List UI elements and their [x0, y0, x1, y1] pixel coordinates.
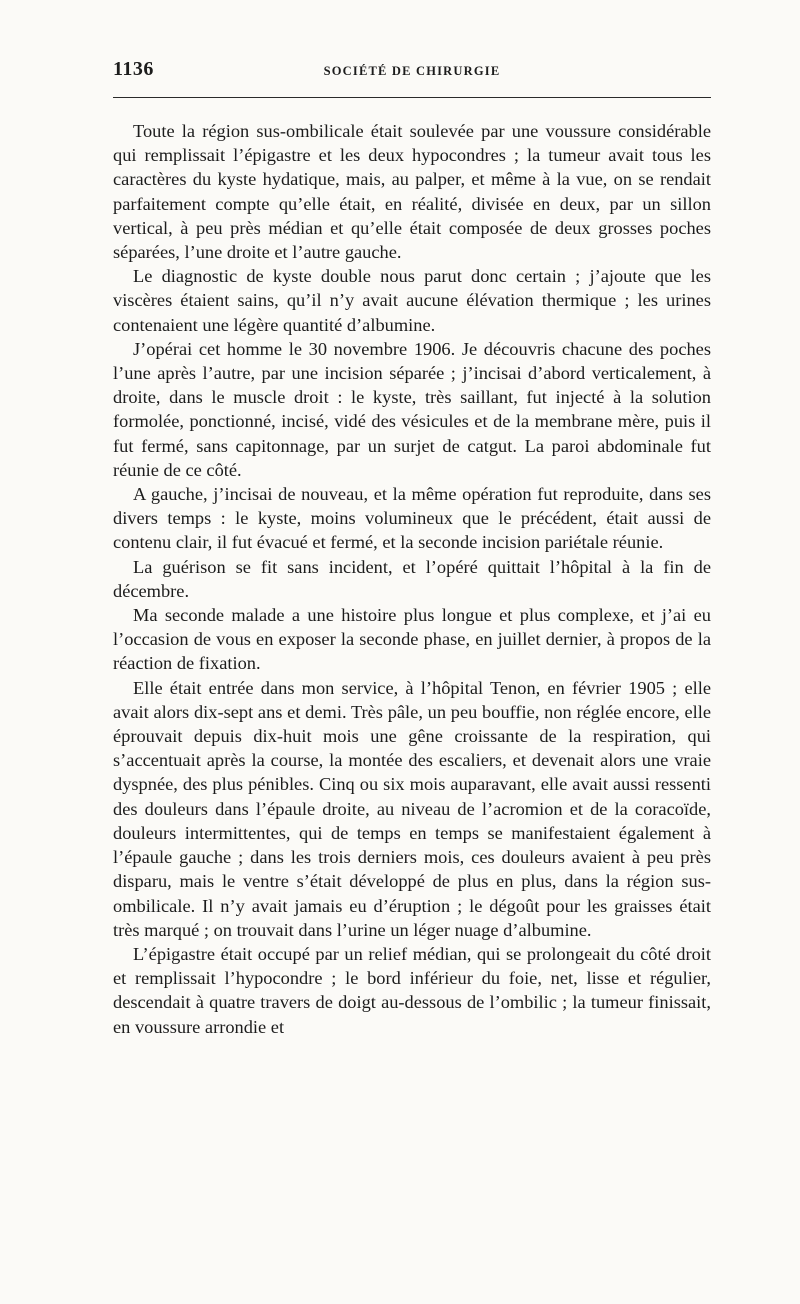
paragraph: Toute la région sus-ombilicale était soulevée par une voussure considérable qui remplissait l’épigastre et les deux hypocondres ; la tumeur avait tous les caractères du kyste hydatique, mais, au palper, et même à la vue, on se rendait parfaitement compte qu’elle était, en réalité, divisée en deux, par un sillon vertical, à peu près médian et qu’elle était composée de deux grosses poches séparées, l’une droite et l’autre gauche. — [113, 121, 711, 263]
paragraph: A gauche, j’incisai de nouveau, et la même opération fut reproduite, dans ses divers temps : le kyste, moins volumineux que le précédent, était aussi de contenu clair, il fut évacué et fermé, et la seconde incision pariétale réunie. — [113, 484, 711, 553]
paragraph: Elle était entrée dans mon service, à l’hôpital Tenon, en février 1905 ; elle avait alors dix-sept ans et demi. Très pâle, un peu bouffie, non réglée encore, elle éprouvait depuis dix-huit mois une gêne croissante de la respiration, qui s’accentuait après la course, la montée des escaliers, et devenait alors une vraie dyspnée, des plus pénibles. Cinq ou six mois auparavant, elle avait aussi ressenti des douleurs dans l’épaule droite, au niveau de l’acromion et de la coracoïde, douleurs intermittentes, qui de temps en temps se manifestaient également à l’épaule gauche ; dans les trois derniers mois, ces douleurs avaient à peu près disparu, mais le ventre s’était développé de plus en plus, dans la région sus-ombilicale. Il n’y avait jamais eu d’éruption ; le dégoût pour les graisses était très marqué ; on trouvait dans l’urine un léger nuage d’albumine. — [113, 677, 711, 940]
book-page — [113, 58, 711, 1037]
paragraph: Le diagnostic de kyste double nous parut donc certain ; j’ajoute que les viscères étaient sains, qu’il n’y avait aucune élévation thermique ; les urines contenaient une légère quantité d’albumine. — [113, 266, 711, 335]
paragraph: La guérison se fit sans incident, et l’opéré quittait l’hôpital à la fin de décembre. — [113, 556, 711, 601]
paragraph: Ma seconde malade a une histoire plus longue et plus complexe, et j’ai eu l’occasion de vous en exposer la seconde phase, en juillet dernier, à propos de la réaction de fixation. — [113, 605, 711, 674]
body-text — [113, 119, 711, 1039]
page-number: 1136 — [113, 58, 154, 80]
paragraph: J’opérai cet homme le 30 novembre 1906. Je découvris chacune des poches l’une après l’autre, par une incision séparée ; j’incisai d’abord verticalement, à droite, dans le muscle droit : le kyste, très saillant, fut injecté à la solution formolée, ponctionné, incisé, vidé des vésicules et de la membrane mère, puis il fut fermé, sans capitonnage, par un surjet de catgut. La paroi abdominale fut réunie de ce côté. — [113, 338, 711, 480]
header-rule — [113, 97, 711, 98]
journal-title: SOCIÉTÉ DE CHIRURGIE — [323, 64, 501, 78]
paragraph: L’épigastre était occupé par un relief médian, qui se prolongeait du côté droit et remplissait l’hypocondre ; le bord inférieur du foie, net, lisse et régulier, descendait à quatre travers de doigt au-dessous de l’ombilic ; la tumeur finissait, en voussure arrondie et — [113, 943, 711, 1037]
running-head — [113, 58, 711, 88]
